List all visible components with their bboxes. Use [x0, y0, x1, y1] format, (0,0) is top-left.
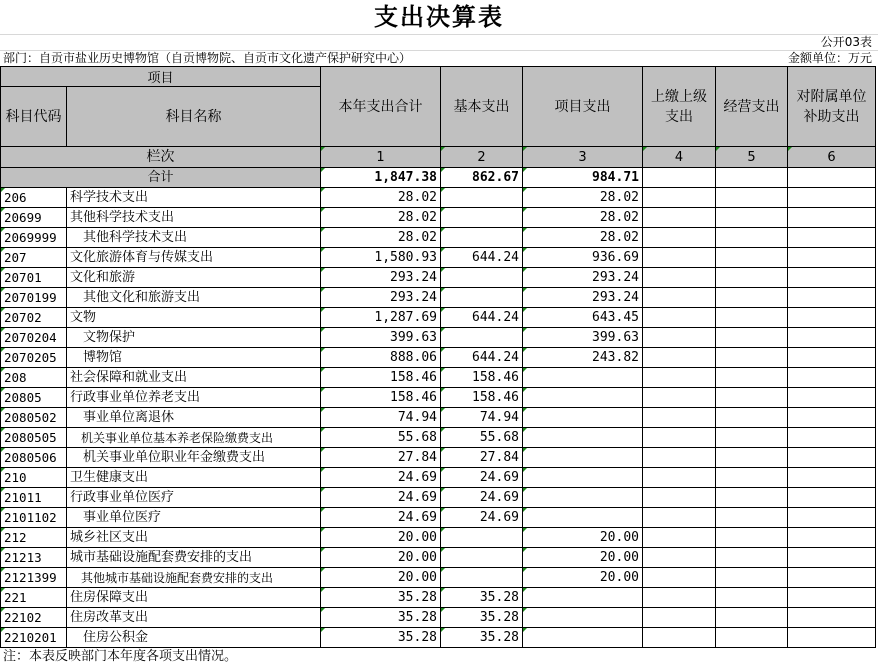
row-name: 城乡社区支出 — [67, 528, 321, 548]
row-upper — [643, 508, 716, 528]
row-code: 2070205 — [1, 348, 67, 368]
row-code: 2080506 — [1, 448, 67, 468]
row-basic — [441, 528, 523, 548]
table-row — [1, 248, 876, 268]
row-basic: 158.46 — [441, 388, 523, 408]
table-row — [1, 408, 876, 428]
row-basic — [441, 268, 523, 288]
row-basic: 35.28 — [441, 608, 523, 628]
row-business — [716, 388, 788, 408]
row-total: 1,287.69 — [321, 308, 441, 328]
row-subsidy — [788, 608, 876, 628]
row-business — [716, 608, 788, 628]
row-subsidy — [788, 528, 876, 548]
row-code: 2101102 — [1, 508, 67, 528]
row-upper — [643, 468, 716, 488]
header-project: 项目支出 — [523, 67, 643, 147]
row-total: 27.84 — [321, 448, 441, 468]
row-name: 文物 — [67, 308, 321, 328]
row-basic — [441, 188, 523, 208]
table-row — [1, 508, 876, 528]
row-upper — [643, 228, 716, 248]
row-name: 卫生健康支出 — [67, 468, 321, 488]
row-name: 住房公积金 — [67, 628, 321, 648]
row-project — [523, 428, 643, 448]
row-subsidy — [788, 628, 876, 648]
row-upper — [643, 448, 716, 468]
row-subsidy — [788, 568, 876, 588]
row-subsidy — [788, 488, 876, 508]
row-name: 行政事业单位医疗 — [67, 488, 321, 508]
row-project: 399.63 — [523, 328, 643, 348]
row-code: 20699 — [1, 208, 67, 228]
row-name: 科学技术支出 — [67, 188, 321, 208]
table-row — [1, 188, 876, 208]
row-project — [523, 448, 643, 468]
row-upper — [643, 208, 716, 228]
row-total: 158.46 — [321, 368, 441, 388]
row-total: 20.00 — [321, 528, 441, 548]
row-code: 207 — [1, 248, 67, 268]
row-total: 24.69 — [321, 468, 441, 488]
row-subsidy — [788, 588, 876, 608]
total-subsidy — [788, 168, 876, 188]
row-project — [523, 408, 643, 428]
row-total: 399.63 — [321, 328, 441, 348]
row-business — [716, 208, 788, 228]
row-code: 20702 — [1, 308, 67, 328]
table-row — [1, 348, 876, 368]
row-total: 28.02 — [321, 188, 441, 208]
row-code: 2080505 — [1, 428, 67, 448]
row-basic: 74.94 — [441, 408, 523, 428]
footnote: 注：本表反映部门本年度各项支出情况。 — [3, 649, 238, 664]
row-name: 事业单位医疗 — [67, 508, 321, 528]
row-code: 208 — [1, 368, 67, 388]
total-label: 合计 — [1, 168, 321, 188]
header-total: 本年支出合计 — [321, 67, 441, 147]
row-business — [716, 588, 788, 608]
row-business — [716, 628, 788, 648]
row-upper — [643, 288, 716, 308]
column-index-1: 1 — [321, 147, 441, 168]
table-row — [1, 628, 876, 648]
row-project: 243.82 — [523, 348, 643, 368]
row-business — [716, 308, 788, 328]
table-row — [1, 308, 876, 328]
row-total: 1,580.93 — [321, 248, 441, 268]
row-upper — [643, 308, 716, 328]
row-basic — [441, 548, 523, 568]
row-name: 城市基础设施配套费安排的支出 — [67, 548, 321, 568]
row-upper — [643, 608, 716, 628]
row-name: 机关事业单位职业年金缴费支出 — [67, 448, 321, 468]
row-total: 28.02 — [321, 228, 441, 248]
row-code: 22102 — [1, 608, 67, 628]
row-project — [523, 508, 643, 528]
total-basic: 862.67 — [441, 168, 523, 188]
row-name: 行政事业单位养老支出 — [67, 388, 321, 408]
row-project: 20.00 — [523, 548, 643, 568]
row-basic: 35.28 — [441, 628, 523, 648]
row-subsidy — [788, 428, 876, 448]
table-row — [1, 468, 876, 488]
table-row — [1, 588, 876, 608]
row-upper — [643, 328, 716, 348]
row-project: 28.02 — [523, 228, 643, 248]
row-subsidy — [788, 228, 876, 248]
row-upper — [643, 248, 716, 268]
header-item: 项目 — [1, 67, 321, 87]
row-name: 其他科学技术支出 — [67, 208, 321, 228]
table-row — [1, 568, 876, 588]
row-project: 20.00 — [523, 528, 643, 548]
row-upper — [643, 368, 716, 388]
row-project: 643.45 — [523, 308, 643, 328]
row-subsidy — [788, 328, 876, 348]
total-amount: 1,847.38 — [321, 168, 441, 188]
row-business — [716, 408, 788, 428]
row-total: 158.46 — [321, 388, 441, 408]
row-business — [716, 288, 788, 308]
row-upper — [643, 348, 716, 368]
table-row — [1, 528, 876, 548]
row-subsidy — [788, 468, 876, 488]
row-code: 212 — [1, 528, 67, 548]
row-total: 28.02 — [321, 208, 441, 228]
row-business — [716, 508, 788, 528]
row-business — [716, 248, 788, 268]
row-code: 206 — [1, 188, 67, 208]
row-project — [523, 388, 643, 408]
row-name: 事业单位离退休 — [67, 408, 321, 428]
row-code: 20701 — [1, 268, 67, 288]
row-basic: 158.46 — [441, 368, 523, 388]
row-project: 20.00 — [523, 568, 643, 588]
row-basic: 27.84 — [441, 448, 523, 468]
row-total: 55.68 — [321, 428, 441, 448]
row-business — [716, 528, 788, 548]
row-basic: 644.24 — [441, 348, 523, 368]
column-index-6: 6 — [788, 147, 876, 168]
department-label: 部门：自贡市盐业历史博物馆（自贡博物院、自贡市文化遗产保护研究中心） — [3, 51, 412, 65]
row-name: 其他城市基础设施配套费安排的支出 — [67, 568, 321, 588]
row-name: 社会保障和就业支出 — [67, 368, 321, 388]
row-total: 293.24 — [321, 288, 441, 308]
row-upper — [643, 388, 716, 408]
row-total: 293.24 — [321, 268, 441, 288]
row-basic — [441, 288, 523, 308]
row-project: 28.02 — [523, 188, 643, 208]
total-project: 984.71 — [523, 168, 643, 188]
row-project: 293.24 — [523, 288, 643, 308]
row-project: 936.69 — [523, 248, 643, 268]
row-basic: 644.24 — [441, 308, 523, 328]
row-code: 210 — [1, 468, 67, 488]
table-row — [1, 548, 876, 568]
table-row — [1, 208, 876, 228]
row-subsidy — [788, 348, 876, 368]
row-basic: 55.68 — [441, 428, 523, 448]
header-upper: 上缴上级支出 — [643, 67, 716, 147]
row-subsidy — [788, 448, 876, 468]
row-upper — [643, 188, 716, 208]
row-code: 20805 — [1, 388, 67, 408]
row-upper — [643, 528, 716, 548]
row-project — [523, 588, 643, 608]
row-upper — [643, 588, 716, 608]
row-business — [716, 188, 788, 208]
amount-unit: 金额单位：万元 — [787, 51, 872, 65]
row-project — [523, 628, 643, 648]
row-total: 35.28 — [321, 588, 441, 608]
row-code: 2121399 — [1, 568, 67, 588]
row-business — [716, 328, 788, 348]
table-row — [1, 428, 876, 448]
row-project — [523, 368, 643, 388]
header-subsidy: 对附属单位补助支出 — [788, 67, 876, 147]
row-subsidy — [788, 268, 876, 288]
row-business — [716, 428, 788, 448]
row-subsidy — [788, 208, 876, 228]
row-code: 2210201 — [1, 628, 67, 648]
row-project — [523, 468, 643, 488]
row-name: 文化和旅游 — [67, 268, 321, 288]
row-total: 24.69 — [321, 508, 441, 528]
row-basic — [441, 568, 523, 588]
expenditure-table — [0, 66, 876, 648]
row-business — [716, 468, 788, 488]
row-total: 74.94 — [321, 408, 441, 428]
table-row — [1, 448, 876, 468]
row-total: 35.28 — [321, 608, 441, 628]
row-code: 2070199 — [1, 288, 67, 308]
row-upper — [643, 488, 716, 508]
total-upper — [643, 168, 716, 188]
row-subsidy — [788, 368, 876, 388]
row-basic: 24.69 — [441, 468, 523, 488]
row-name: 文化旅游体育与传媒支出 — [67, 248, 321, 268]
row-name: 住房改革支出 — [67, 608, 321, 628]
table-row — [1, 488, 876, 508]
table-row — [1, 268, 876, 288]
table-row — [1, 368, 876, 388]
row-project — [523, 608, 643, 628]
row-total: 35.28 — [321, 628, 441, 648]
row-total: 20.00 — [321, 568, 441, 588]
row-basic: 24.69 — [441, 508, 523, 528]
row-upper — [643, 428, 716, 448]
row-project: 28.02 — [523, 208, 643, 228]
row-upper — [643, 408, 716, 428]
row-upper — [643, 548, 716, 568]
table-row — [1, 388, 876, 408]
row-business — [716, 268, 788, 288]
row-basic: 35.28 — [441, 588, 523, 608]
row-code: 21011 — [1, 488, 67, 508]
row-total: 20.00 — [321, 548, 441, 568]
report-title: 支出决算表 — [374, 2, 504, 31]
row-name: 博物馆 — [67, 348, 321, 368]
table-row — [1, 608, 876, 628]
row-subsidy — [788, 408, 876, 428]
column-index-2: 2 — [441, 147, 523, 168]
table-row — [1, 288, 876, 308]
row-name: 其他科学技术支出 — [67, 228, 321, 248]
row-name: 机关事业单位基本养老保险缴费支出 — [67, 428, 321, 448]
row-business — [716, 488, 788, 508]
row-business — [716, 228, 788, 248]
row-basic: 24.69 — [441, 488, 523, 508]
row-subsidy — [788, 548, 876, 568]
header-basic: 基本支出 — [441, 67, 523, 147]
row-subsidy — [788, 248, 876, 268]
column-index-5: 5 — [716, 147, 788, 168]
header-code: 科目代码 — [1, 87, 67, 147]
row-code: 21213 — [1, 548, 67, 568]
row-name: 其他文化和旅游支出 — [67, 288, 321, 308]
table-row — [1, 328, 876, 348]
row-basic: 644.24 — [441, 248, 523, 268]
row-name: 住房保障支出 — [67, 588, 321, 608]
row-project — [523, 488, 643, 508]
row-subsidy — [788, 188, 876, 208]
row-subsidy — [788, 508, 876, 528]
row-business — [716, 548, 788, 568]
row-business — [716, 348, 788, 368]
table-row — [1, 228, 876, 248]
row-subsidy — [788, 308, 876, 328]
row-basic — [441, 228, 523, 248]
row-subsidy — [788, 388, 876, 408]
form-code: 公开03表 — [820, 35, 872, 49]
row-code: 221 — [1, 588, 67, 608]
total-business — [716, 168, 788, 188]
header-business: 经营支出 — [716, 67, 788, 147]
header-name: 科目名称 — [67, 87, 321, 147]
row-business — [716, 368, 788, 388]
row-upper — [643, 268, 716, 288]
row-subsidy — [788, 288, 876, 308]
row-total: 24.69 — [321, 488, 441, 508]
row-business — [716, 448, 788, 468]
row-total: 888.06 — [321, 348, 441, 368]
column-index-3: 3 — [523, 147, 643, 168]
column-index-label: 栏次 — [1, 147, 321, 168]
row-code: 2080502 — [1, 408, 67, 428]
row-upper — [643, 628, 716, 648]
column-index-4: 4 — [643, 147, 716, 168]
row-project: 293.24 — [523, 268, 643, 288]
row-basic — [441, 208, 523, 228]
row-basic — [441, 328, 523, 348]
row-upper — [643, 568, 716, 588]
row-code: 2069999 — [1, 228, 67, 248]
row-code: 2070204 — [1, 328, 67, 348]
row-name: 文物保护 — [67, 328, 321, 348]
row-business — [716, 568, 788, 588]
